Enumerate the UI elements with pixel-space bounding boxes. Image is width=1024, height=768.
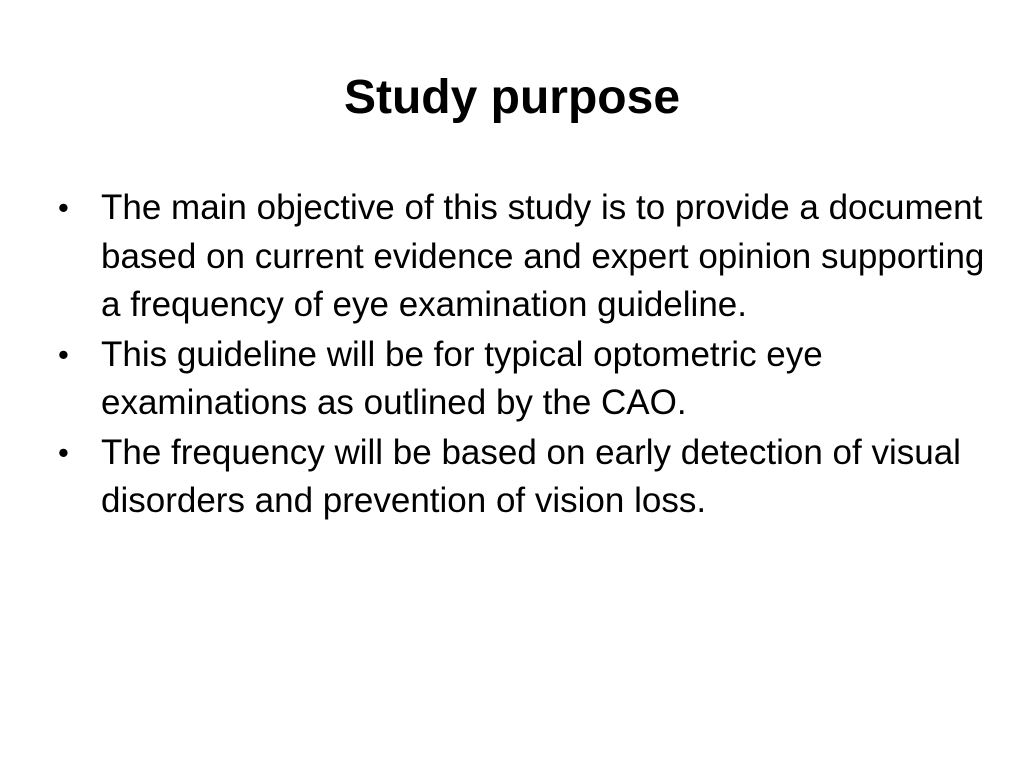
bullet-point-icon: • xyxy=(58,190,69,225)
slide-title: Study purpose xyxy=(343,71,681,124)
bullet-item xyxy=(58,331,988,428)
bullet-point-icon: • xyxy=(58,434,69,470)
bullet-item xyxy=(58,184,988,330)
bullet-list xyxy=(58,184,988,527)
bullet-text: The frequency will be based on early detection of visual disorders and prevention of vision loss. xyxy=(101,432,961,520)
bullet-point-icon: • xyxy=(58,336,69,372)
bullet-item xyxy=(58,429,988,526)
bullet-text: This guideline will be for typical optometric eye examinations as outlined by the CAO. xyxy=(101,334,823,422)
bullet-text: The main objective of this study is to provide a document based on current evidence and expert opinion supporting a frequency of eye examination guideline. xyxy=(101,188,985,324)
